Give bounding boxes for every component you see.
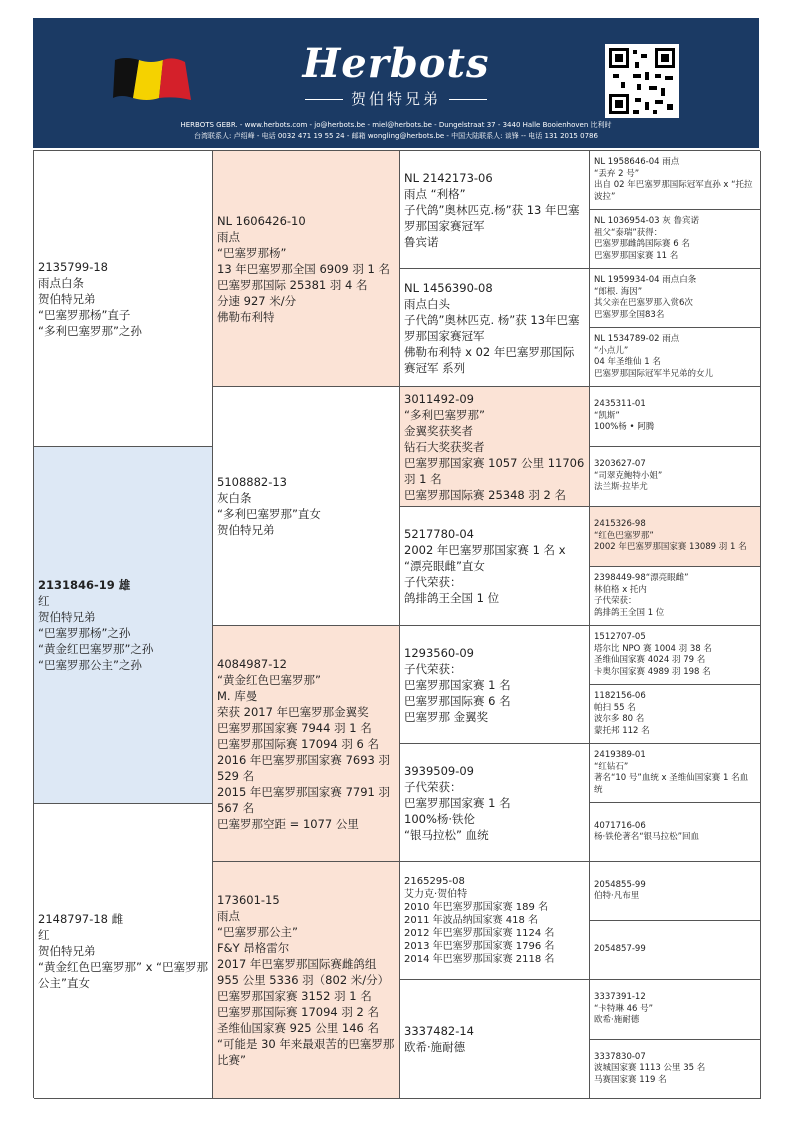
cell-line: “司翠克鲍特小姐” (594, 470, 663, 481)
qr-code-icon (605, 44, 679, 118)
brand-logo: Herbots (302, 40, 490, 87)
gen3-cell-8 (400, 980, 590, 1099)
cell-line: 著名“10 号”血统 x 圣维仙国家赛 1 名血统 (594, 773, 749, 795)
cell-line: 雨点 (217, 909, 240, 923)
cell-line: 荣获 2017 年巴塞罗那金翼奖 (217, 704, 369, 719)
cell-line: 巴塞罗那 金翼奖 (404, 709, 489, 724)
cell-line: 灰白条 (217, 491, 252, 505)
cell-line: 13 年巴塞罗那全国 6909 羽 1 名 (217, 261, 390, 276)
cell-line: 雨点 (217, 229, 240, 244)
gen4-cell-4 (590, 328, 761, 387)
cell-line: 巴塞罗那国家赛 3152 羽 1 名 (217, 989, 372, 1003)
dam-sire-cell (213, 626, 400, 862)
cell-line: 3011492-09 (404, 391, 474, 406)
cell-line: “巴塞罗那公主” (217, 925, 298, 939)
gen4-cell-16 (590, 1040, 761, 1099)
cell-line: 5108882-13 (217, 475, 287, 489)
cell-line: 欧希·施耐德 (594, 1015, 640, 1026)
cell-line: 雨点白头 (404, 296, 450, 311)
cell-line: “巴塞罗那杨”直子 (38, 307, 131, 322)
pedigree-table (33, 150, 760, 1098)
cell-line: 杨·铁伦著名“银马拉松”回血 (594, 832, 700, 842)
cell-line: NL 1958646-04 雨点 (594, 157, 680, 167)
cell-line: 巴塞罗那国家赛 7944 羽 1 名 (217, 720, 372, 735)
cell-line: 2011 年波品纳国家赛 418 名 (404, 915, 539, 926)
cell-line: 子代鸽”奥林匹克. 杨”获 13年巴塞罗那国家赛冠军 (404, 312, 580, 343)
cell-line: 佛勒布利特 x 02 年巴塞罗那国际赛冠军 系列 (404, 344, 575, 375)
cell-line: “红色巴塞罗那” (594, 530, 654, 541)
cell-line: 雨点 “利格” (404, 186, 466, 201)
brand-chinese-name: 贺伯特兄弟 (33, 88, 759, 109)
gen4-cell-1 (590, 151, 761, 210)
cell-line: 巴塞罗那空距 = 1077 公里 (217, 816, 359, 831)
header-banner (33, 18, 759, 148)
cell-line: NL 1534789-02 雨点 (594, 334, 680, 344)
cell-line: 巴塞罗那国际赛 25348 羽 2 名 (404, 487, 567, 502)
cell-line: 马赛国家赛 119 名 (594, 1074, 667, 1085)
cell-line: 帕扫 55 名 (594, 702, 636, 713)
cell-line: 红 (38, 928, 50, 942)
subject-cell (34, 447, 213, 804)
cell-line: “多利巴塞罗那” (404, 407, 485, 422)
cell-line: 巴塞罗那雌鸽国际赛 6 名 (594, 239, 690, 249)
gen3-cell-2 (400, 269, 590, 387)
cell-line: 鲁宾诺 (404, 234, 439, 249)
cell-line: 金翼奖获奖者 (404, 423, 473, 438)
cell-line: 2054855-99 (594, 879, 646, 890)
cell-line: 巴塞罗那国际赛 17094 羽 6 名 (217, 736, 380, 751)
cell-line: 贺伯特兄弟 (38, 291, 96, 306)
gen3-cell-1 (400, 151, 590, 269)
gen4-cell-11 (590, 744, 761, 803)
gen3-cell-7 (400, 862, 590, 980)
gen4-cell-5 (590, 387, 761, 447)
cell-line: 1512707-05 (594, 632, 646, 642)
cell-line: 2165295-08 (404, 876, 465, 887)
cell-line: “可能是 30 年来最艰苦的巴塞罗那比赛” (217, 1037, 395, 1067)
cell-line: “巴塞罗那杨”之孙 (38, 626, 131, 640)
cell-line: 法兰斯·拉毕尤 (594, 482, 648, 493)
cell-line: 2010 年巴塞罗那国家赛 189 名 (404, 902, 549, 913)
cell-line: 巴塞罗那国家赛 11 名 (594, 250, 679, 261)
cell-line: 巴塞罗那国际赛 6 名 (404, 693, 511, 708)
cell-line: 2054857-99 (594, 944, 646, 955)
cell-line: 2002 年巴塞罗那国家赛 13089 羽 1 名 (594, 542, 747, 553)
cell-line: 鸽排鸽王全国 1 位 (404, 591, 500, 605)
gen4-cell-12 (590, 803, 761, 862)
cell-line: 173601-15 (217, 893, 280, 907)
cell-line: 2015 年巴塞罗那国家赛 7791 羽 567 名 (217, 784, 390, 815)
gen4-cell-2 (590, 210, 761, 269)
cell-line: 雨点白条 (38, 275, 84, 290)
cell-line: 3337830-07 (594, 1051, 646, 1062)
gen4-cell-8 (590, 567, 761, 626)
cell-line: “多利巴塞罗那”之孙 (38, 323, 142, 338)
cell-line: 2016 年巴塞罗那国家赛 7693 羽 529 名 (217, 752, 390, 783)
cell-line: 巴塞罗那国际 25381 羽 4 名 (217, 277, 368, 292)
cell-line: “巴塞罗那杨” (217, 245, 287, 260)
cell-line: 2419389-01 (594, 750, 646, 760)
contact-info: HERBOTS GEBR. - www.herbots.com - jo@herbots.be - miel@herbots.be - Dungelstraat 37 - 3440 Halle Booienhoven 比利时 台湾联系人: 卢绍峰 - 电话 0032 471 19 55 24 - 邮箱 wongling@herbots.be - 中国大陆联系人: 谈锋 -- 电话 131 2015 0786 (180, 121, 612, 140)
cell-line: “小点儿” (594, 345, 629, 356)
cell-line: 蒙托邦 112 名 (594, 725, 650, 736)
cell-line: 3337482-14 (404, 1024, 474, 1038)
cell-line: 圣维仙国家赛 4024 羽 79 名 (594, 655, 706, 665)
gen4-cell-3 (590, 269, 761, 328)
gen4-cell-14 (590, 921, 761, 980)
cell-line: 100%杨·铁伦 (404, 811, 476, 826)
cell-line: 4084987-12 (217, 656, 287, 671)
cell-line: 出自 02 年巴塞罗那国际冠军直孙 x “托拉波拉” (594, 180, 753, 202)
gen3-cell-4 (400, 507, 590, 626)
cell-line: 波尔多 80 名 (594, 714, 645, 724)
cell-line: NL 2142173-06 (404, 170, 493, 185)
cell-line: NL 1036954-03 灰 鲁宾诺 (594, 216, 699, 226)
cell-line: 佛勒布利特 (217, 309, 275, 324)
cell-line: “郎根. 海因” (594, 286, 643, 297)
cell-line: 卡奥尔国家赛 4989 羽 198 名 (594, 666, 711, 677)
cell-line: 艾力克·贺伯特 (404, 889, 468, 900)
cell-line: 3203627-07 (594, 459, 646, 470)
cell-line: 巴塞罗那国家赛 1 名 (404, 795, 511, 810)
gen4-cell-13 (590, 862, 761, 921)
dam-dam-cell (213, 862, 400, 1099)
cell-line: 2148797-18 雌 (38, 912, 124, 926)
gen4-cell-9 (590, 626, 761, 685)
cell-line: “卡特琳 46 号” (594, 1003, 654, 1014)
cell-line: “黄金红巴塞罗那”之孙 (38, 642, 154, 656)
cell-line: NL 1606426-10 (217, 213, 306, 228)
cell-line: 其父亲在巴塞罗那入赏6次 (594, 298, 693, 308)
cell-line: 5217780-04 (404, 527, 474, 541)
sire-cell (34, 151, 213, 447)
cell-line: 贺伯特兄弟 (38, 610, 96, 624)
cell-line: 2398449-98“漂亮眼雌” (594, 573, 689, 583)
cell-line: 巴塞罗那国际赛 17094 羽 2 名 (217, 1005, 380, 1019)
cell-line: 红 (38, 594, 50, 608)
cell-line: 100%杨 • 阿腾 (594, 422, 655, 433)
cell-line: “红钻石” (594, 761, 629, 772)
cell-line: 2012 年巴塞罗那国家赛 1124 名 (404, 928, 555, 939)
cell-line: 3939509-09 (404, 763, 474, 778)
cell-line: 2002 年巴塞罗那国家赛 1 名 x “漂亮眼雌”直女 (404, 543, 566, 573)
cell-line: 巴塞罗那国家赛 1057 公里 11706 羽 1 名 (404, 455, 585, 486)
cell-line: “黄金红色巴塞罗那” (217, 672, 321, 687)
gen4-cell-7 (590, 507, 761, 567)
cell-line: F&Y 昂格雷尔 (217, 941, 290, 955)
cell-line: 伯特·凡布里 (594, 891, 640, 901)
cell-line: 巴塞罗那全国83名 (594, 309, 665, 320)
cell-line: 2013 年巴塞罗那国家赛 1796 名 (404, 941, 555, 952)
cell-line: 鸽排鸽王全国 1 位 (594, 607, 665, 618)
cell-line: 1182156-06 (594, 691, 646, 701)
cell-line: 2135799-18 (38, 259, 108, 274)
cell-line: 2415326-98 (594, 519, 646, 530)
cell-line: “多利巴塞罗那”直女 (217, 507, 321, 521)
cell-line: “巴塞罗那公主”之孙 (38, 658, 142, 672)
cell-line: 圣维仙国家赛 925 公里 146 名 (217, 1021, 380, 1035)
cell-line: 4071716-06 (594, 820, 646, 831)
cell-line: NL 1456390-08 (404, 280, 493, 295)
cell-line: 分速 927 米/分 (217, 293, 297, 308)
cell-line: 2014 年巴塞罗那国家赛 2118 名 (404, 954, 555, 965)
grandsire-cell (213, 151, 400, 387)
cell-line: 贺伯特兄弟 (217, 523, 275, 537)
cell-line: 2017 年巴塞罗那国际赛雌鸽组 955 公里 5336 羽（802 米/分） (217, 957, 390, 987)
cell-line: 子代荣获： (404, 661, 462, 676)
cell-line: 04 年圣维仙 1 名 (594, 357, 661, 367)
cell-line: 子代鸽”奥林匹克.杨”获 13 年巴塞罗那国家赛冠军 (404, 202, 580, 233)
cell-line: 2435311-01 (594, 399, 646, 410)
cell-line: “银马拉松” 血统 (404, 827, 489, 842)
cell-line: 巴塞罗那国际冠军半兄弟的女儿 (594, 368, 714, 379)
cell-line: “凯斯” (594, 410, 620, 421)
gen3-cell-6 (400, 744, 590, 862)
cell-line: 祖父“泰瑞”获得： (594, 227, 663, 238)
cell-line: 子代荣获： (594, 596, 637, 606)
cell-line: 波城国家赛 1113 公里 35 名 (594, 1063, 706, 1074)
cell-line: M. 库曼 (217, 688, 258, 703)
granddam-cell (213, 387, 400, 626)
cell-line: “丢弃 2 号” (594, 168, 640, 179)
gen4-cell-10 (590, 685, 761, 744)
cell-line: 子代荣获： (404, 575, 462, 589)
cell-line: “黄金红色巴塞罗那” x “巴塞罗那公主”直女 (38, 960, 208, 990)
cell-line: 塔尔比 NPO 赛 1004 羽 38 名 (594, 643, 712, 654)
cell-line: NL 1959934-04 雨点白条 (594, 275, 697, 285)
cell-line: 钻石大奖获奖者 (404, 439, 485, 454)
cell-line: 贺伯特兄弟 (38, 944, 96, 958)
cell-line: 2131846-19 雄 (38, 578, 131, 592)
cell-line: 林伯格 x 托内 (594, 584, 647, 595)
cell-line: 3337391-12 (594, 992, 646, 1003)
gen4-cell-6 (590, 447, 761, 507)
cell-line: 巴塞罗那国家赛 1 名 (404, 677, 511, 692)
gen4-cell-15 (590, 980, 761, 1040)
cell-line: 欧希·施耐德 (404, 1040, 466, 1054)
gen3-cell-3 (400, 387, 590, 507)
dam-cell (34, 804, 213, 1099)
cell-line: 子代荣获： (404, 779, 462, 794)
gen3-cell-5 (400, 626, 590, 744)
cell-line: 1293560-09 (404, 645, 474, 660)
